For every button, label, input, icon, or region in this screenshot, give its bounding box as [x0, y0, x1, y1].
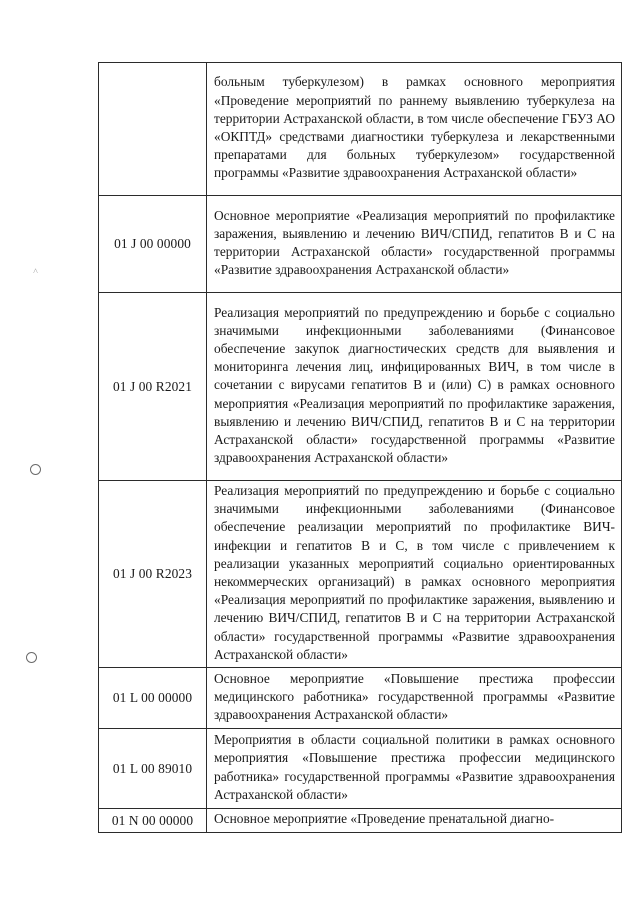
code-cell: 01 J 00 R2021	[99, 293, 207, 481]
description-text: больным туберкулезом) в рамках основного мероприятия «Проведение мероприятий по раннему выявлению туберкулеза на территории Астраханской области, в том числе обеспечение ГБУЗ АО «ОКПТД» средствами диагностики туберкулеза и лекарственными препаратами для больных туберкулезом» государственной программы «Развитие здравоохранения Астраханской области»	[214, 74, 615, 181]
description-text: Основное мероприятие «Проведение пренатальной диагно-	[214, 811, 555, 827]
description-text: Реализация мероприятий по предупреждению и борьбе с социально значимыми инфекционными заболеваниями (Финансовое обеспечение реализации мероприятий по профилактике ВИЧ-инфекции и гепатитов В и С, в том числе с привлечением к реализации указанных мероприятий социально ориентированных некоммерческих организаций) в рамках основного мероприятия «Реализация мероприятий по профилактике заражения, выявлению и лечению ВИЧ/СПИД, гепатитов В и С на территории Астраханской области» государственной программы «Развитие здравоохранения Астраханской области»	[214, 483, 615, 662]
description-cell	[207, 481, 622, 668]
code-cell: 01 J 00 R2023	[99, 481, 207, 668]
table-row	[99, 809, 622, 833]
description-cell	[207, 196, 622, 293]
punch-hole-mark	[26, 652, 37, 663]
table-row	[99, 196, 622, 293]
table-row	[99, 481, 622, 668]
code-cell: 01 N 00 00000	[99, 809, 207, 833]
description-cell	[207, 668, 622, 729]
description-text: Основное мероприятие «Реализация мероприятий по профилактике заражения, выявлению и лечению ВИЧ/СПИД, гепатитов В и С на территории Астраханской области» государственной программы «Развитие здравоохранения Астраханской области»	[214, 207, 615, 278]
table-row	[99, 293, 622, 481]
description-cell	[207, 63, 622, 196]
description-text: Основное мероприятие «Повышение престижа профессии медицинского работника» государственной программы «Развитие здравоохранения Астраханской области»	[214, 670, 615, 723]
description-text: Реализация мероприятий по предупреждению и борьбе с социально значимыми инфекционными заболеваниями (Финансовое обеспечение закупок диагностических средств для выявления и мониторинга лечения лиц, инфицированных ВИЧ, в том числе в сочетании с вирусами гепатитов В и (или) С) в рамках основного мероприятия «Реализация мероприятий по профилактике заражения, выявлению и лечению ВИЧ/СПИД, гепатитов В и С на территории Астраханской области» государственной программы «Развитие здравоохранения Астраханской области»	[214, 304, 615, 466]
budget-classification-table	[98, 62, 622, 833]
description-cell	[207, 729, 622, 809]
description-text: Мероприятия в области социальной политики в рамках основного мероприятия «Повышение престижа профессии медицинского работника» государственной программы «Развитие здравоохранения Астраханской области»	[214, 732, 615, 802]
code-cell: 01 L 00 89010	[99, 729, 207, 809]
scan-speck-mark: ˄	[33, 266, 39, 276]
description-cell	[207, 293, 622, 481]
table-row	[99, 729, 622, 809]
description-cell	[207, 809, 622, 833]
table-row	[99, 63, 622, 196]
table-row	[99, 668, 622, 729]
code-cell: 01 J 00 00000	[99, 196, 207, 293]
code-cell: 01 L 00 00000	[99, 668, 207, 729]
punch-hole-mark	[30, 464, 41, 475]
code-cell	[99, 63, 207, 196]
